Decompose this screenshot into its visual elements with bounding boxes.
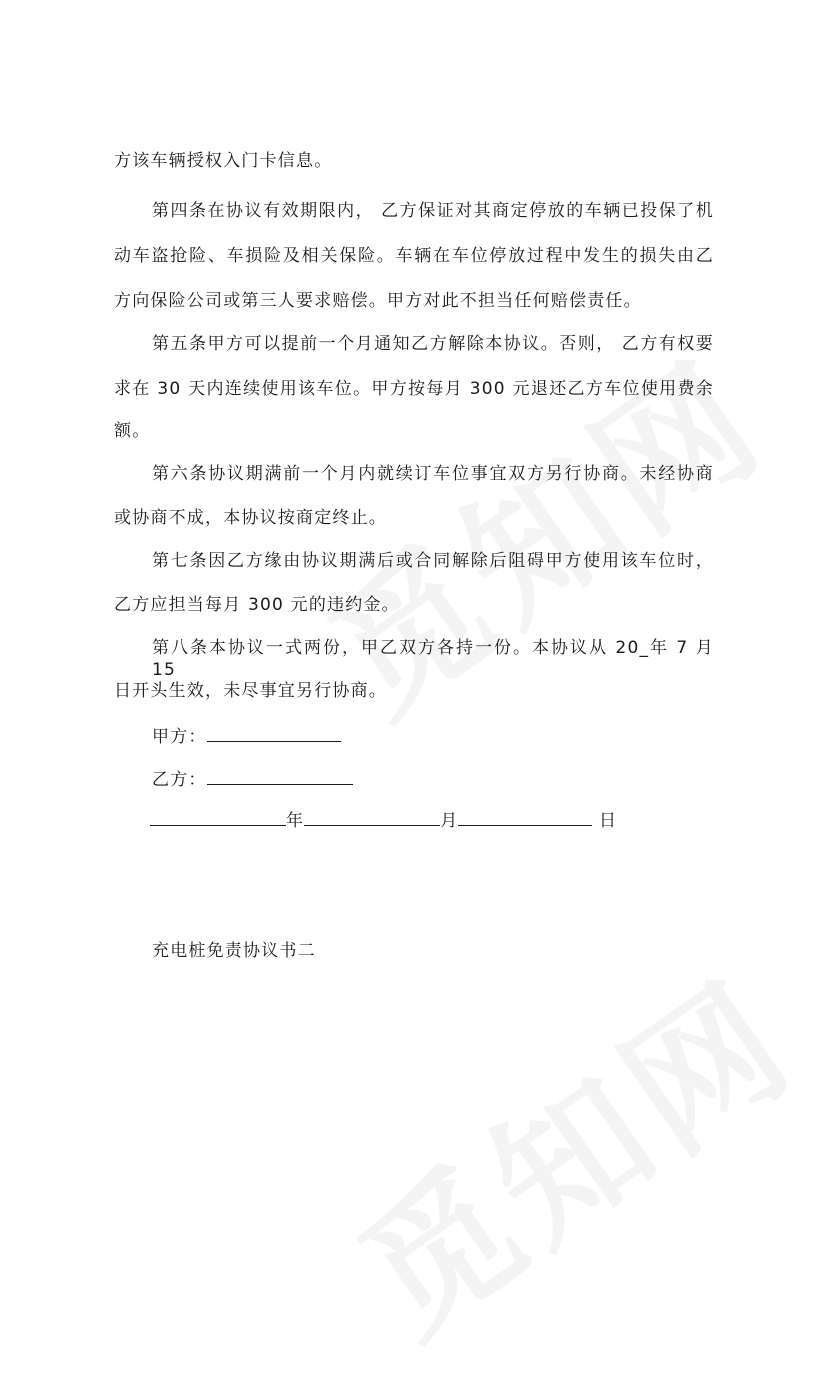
paragraph-line: 额。 (114, 421, 151, 441)
party-a-signature (152, 723, 341, 748)
party-b-label: 乙方： (152, 770, 207, 790)
party-b-blank[interactable] (207, 766, 353, 785)
paragraph-line: 方该车辆授权入门卡信息。 (114, 151, 333, 171)
paragraph-line: 动车盗抢险、车损险及相关保险。车辆在车位停放过程中发生的损失由乙 (114, 246, 714, 266)
year-label: 年 (286, 811, 305, 831)
paragraph-line: 第六条协议期满前一个月内就续订车位事宜双方另行协商。未经协商 (152, 464, 714, 484)
paragraph-line: 方向保险公司或第三人要求赔偿。甲方对此不担当任何赔偿责任。 (114, 291, 642, 311)
date-line (150, 807, 617, 832)
paragraph-line: 第五条甲方可以提前一个月通知乙方解除本协议。否则， 乙方有权要 (152, 334, 714, 354)
paragraph-line: 第八条本协议一式两份，甲乙双方各持一份。本协议从 20_年 7 月 15 (152, 638, 714, 680)
paragraph-line: 求在 30 天内连续使用该车位。甲方按每月 300 元退还乙方车位使用费余 (114, 379, 714, 399)
party-a-blank[interactable] (207, 723, 341, 742)
paragraph-line: 或协商不成，本协议按商定终止。 (114, 508, 387, 528)
day-blank[interactable] (458, 807, 592, 826)
day-label: 日 (599, 811, 618, 831)
watermark-bottom (311, 922, 828, 1374)
party-a-label: 甲方： (152, 727, 207, 747)
year-blank[interactable] (150, 807, 286, 826)
month-label: 月 (440, 811, 459, 831)
party-b-signature (152, 766, 353, 791)
paragraph-line: 乙方应担当每月 300 元的违约金。 (114, 595, 400, 615)
next-document-title: 充电桩免责协议书二 (152, 941, 316, 961)
paragraph-line: 第七条因乙方缘由协议期满后或合同解除后阻碍甲方使用该车位时， (152, 551, 714, 571)
paragraph-line: 第四条在协议有效期限内， 乙方保证对其商定停放的车辆已投保了机 (152, 201, 714, 221)
month-blank[interactable] (304, 807, 440, 826)
paragraph-line: 日开头生效，未尽事宜另行协商。 (114, 681, 387, 701)
